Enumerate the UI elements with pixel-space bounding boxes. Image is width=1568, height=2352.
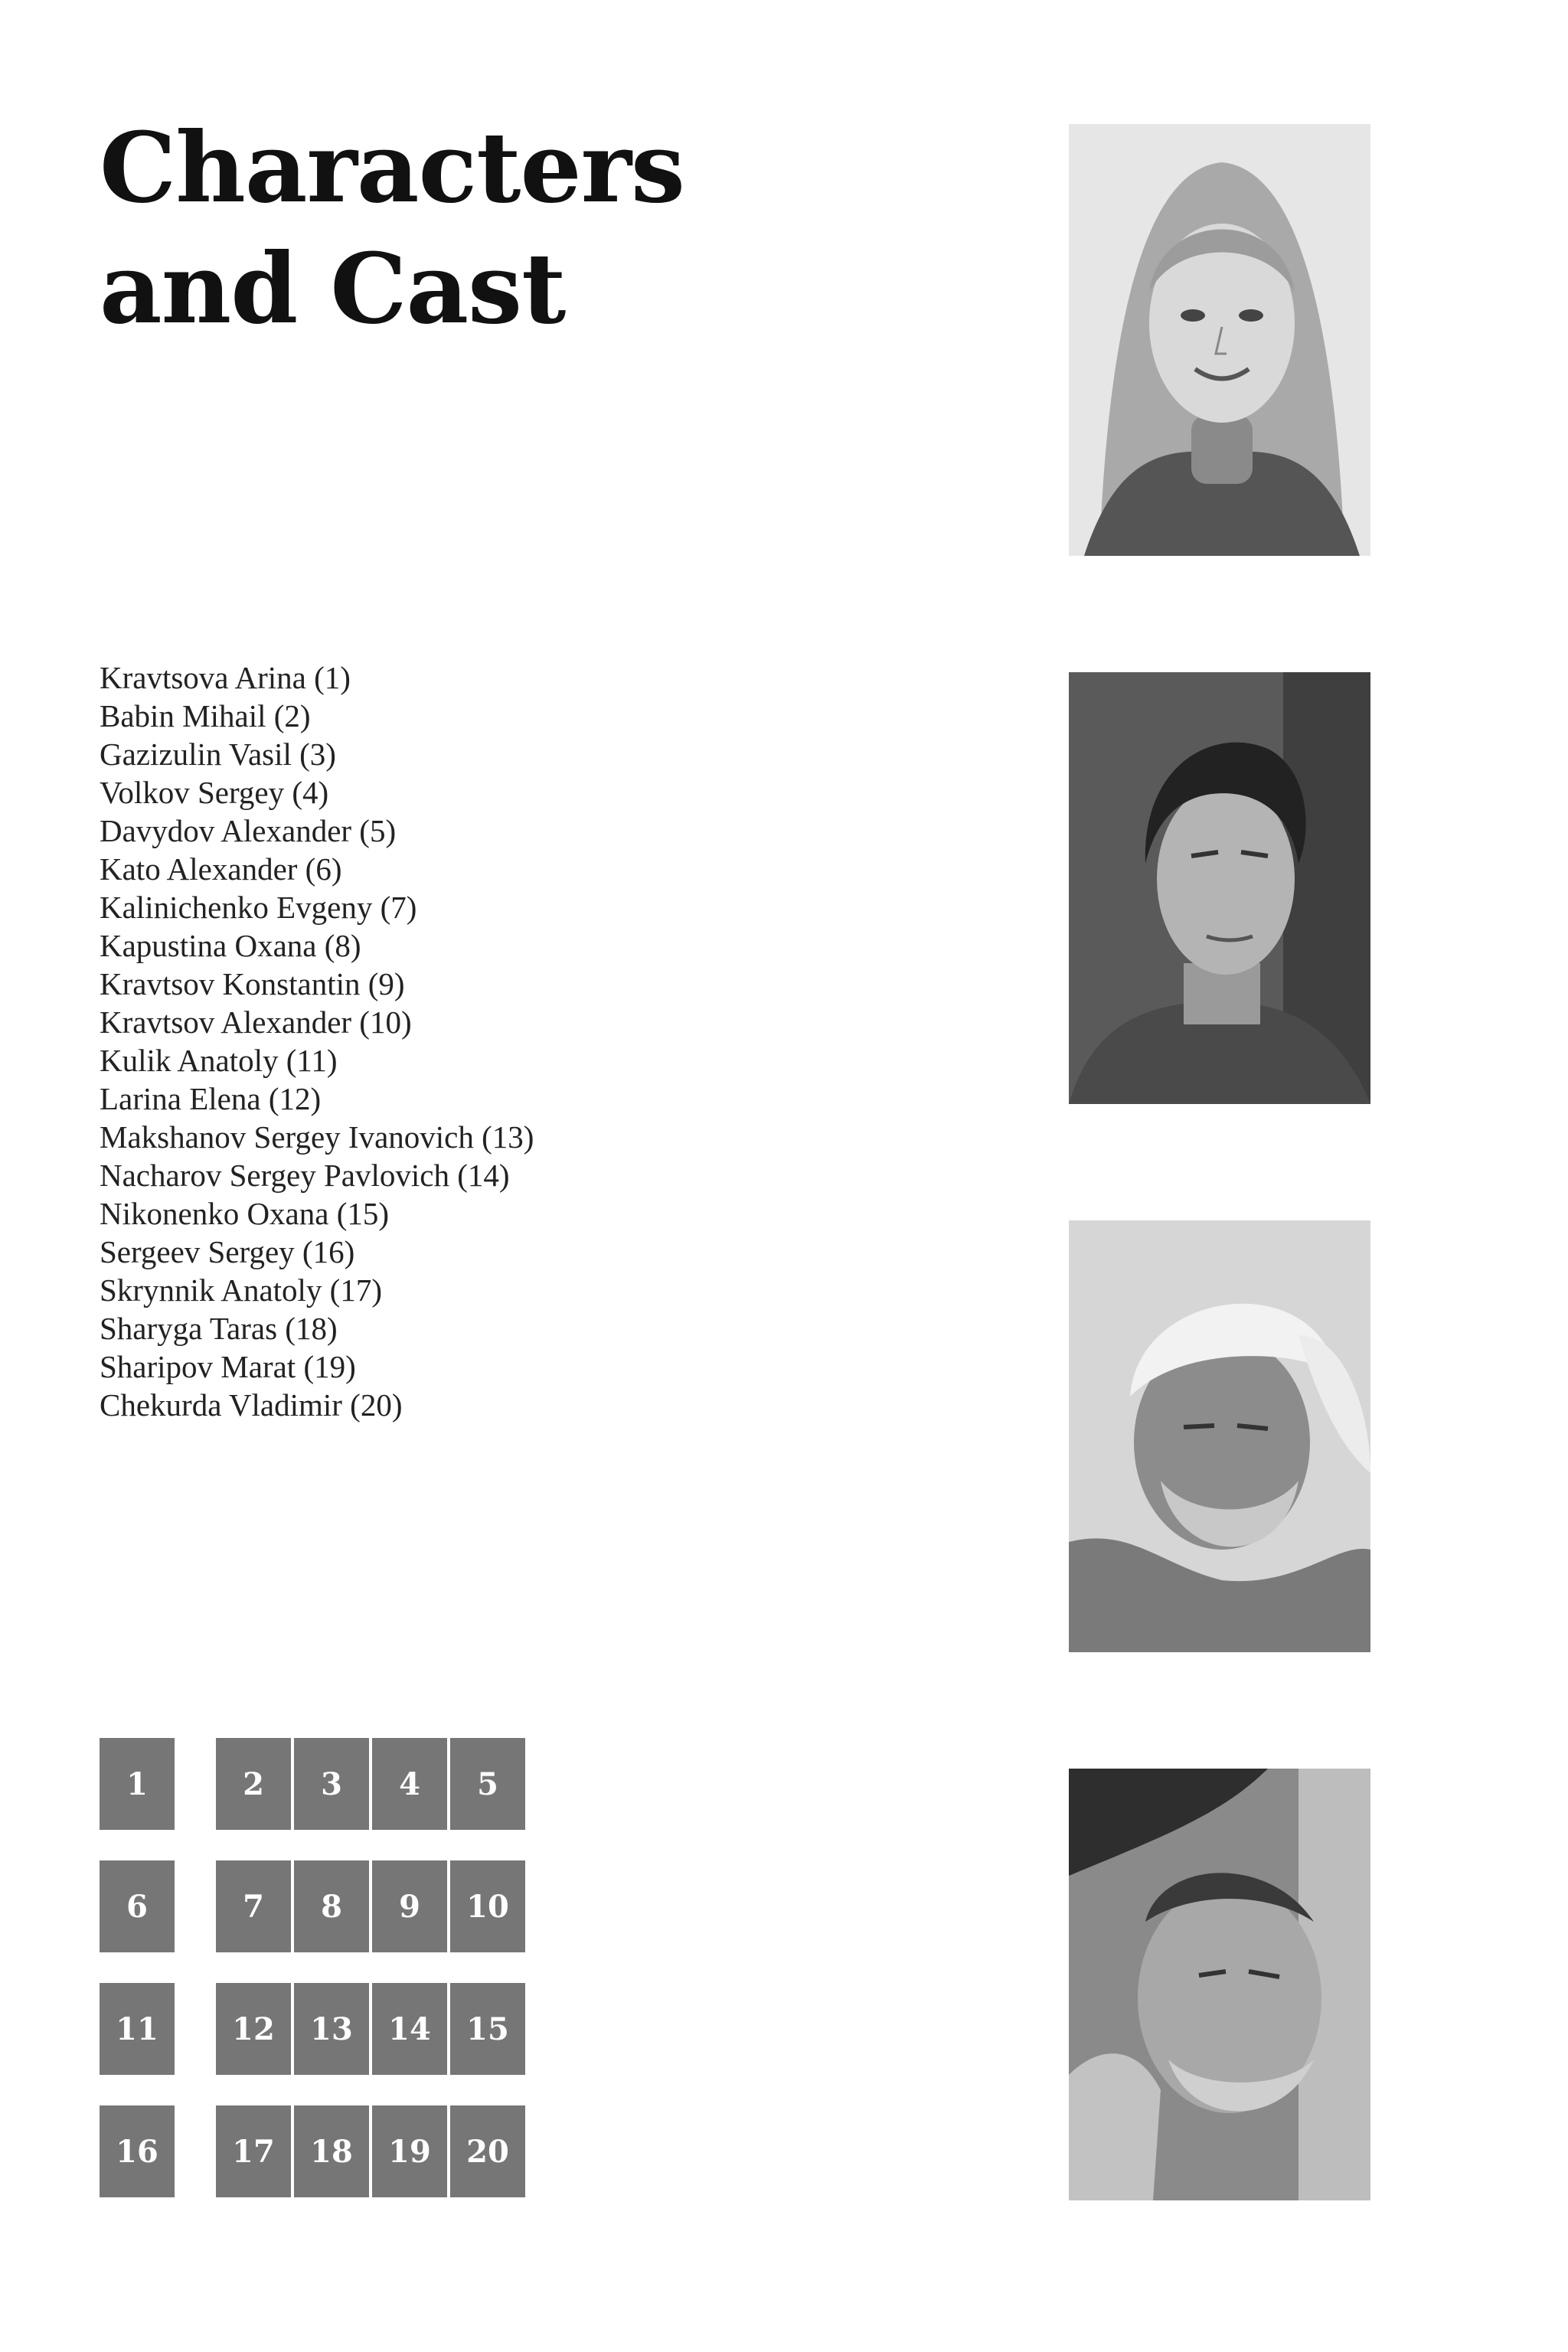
grid-tile: 9 (372, 1860, 447, 1952)
grid-tile: 13 (294, 1983, 369, 2075)
cast-item: Kato Alexander (6) (100, 851, 342, 887)
cast-item: Sharyga Taras (18) (100, 1311, 338, 1346)
grid-tile: 10 (450, 1860, 525, 1952)
grid-tile: 2 (216, 1738, 291, 1830)
grid-row (100, 1983, 528, 2075)
grid-tile: 16 (100, 2105, 175, 2197)
portrait-woman-blonde-icon (1069, 124, 1370, 556)
cast-item: Kalinichenko Evgeny (7) (100, 890, 417, 925)
cast-item: Skrynnik Anatoly (17) (100, 1272, 382, 1308)
portrait-man-hand-on-cheek-icon (1069, 1769, 1370, 2200)
grid-tile: 8 (294, 1860, 369, 1952)
cast-item: Nikonenko Oxana (15) (100, 1196, 390, 1231)
cast-item: Babin Mihail (2) (100, 698, 311, 733)
grid-tile: 1 (100, 1738, 175, 1830)
grid-tile: 19 (372, 2105, 447, 2197)
portrait-man-hand-on-cheek-photo (1069, 1769, 1370, 2200)
grid-tile: 7 (216, 1860, 291, 1952)
grid-tile: 18 (294, 2105, 369, 2197)
title-line-2: and Cast (100, 232, 566, 345)
cast-item: Sharipov Marat (19) (100, 1349, 356, 1384)
grid-tile: 3 (294, 1738, 369, 1830)
portrait-woman-blonde-photo (1069, 124, 1370, 556)
grid-row (100, 1860, 528, 1952)
grid-tile: 4 (372, 1738, 447, 1830)
grid-tile: 11 (100, 1983, 175, 2075)
cast-item: Kravtsova Arina (1) (100, 660, 351, 695)
portrait-man-headscarf-icon (1069, 1220, 1370, 1652)
grid-tile: 6 (100, 1860, 175, 1952)
grid-tile: 15 (450, 1983, 525, 2075)
cast-item: Davydov Alexander (5) (100, 813, 397, 848)
portrait-man-long-hair-photo (1069, 672, 1370, 1104)
cast-item: Chekurda Vladimir (20) (100, 1387, 403, 1423)
cast-item: Volkov Sergey (4) (100, 775, 329, 810)
grid-tile: 14 (372, 1983, 447, 2075)
cast-item: Kulik Anatoly (11) (100, 1043, 338, 1078)
grid-row (100, 1738, 528, 1830)
cast-item: Sergeev Sergey (16) (100, 1234, 355, 1269)
page-title (100, 107, 684, 349)
portrait-man-headscarf-photo (1069, 1220, 1370, 1652)
cast-item: Kapustina Oxana (8) (100, 928, 361, 963)
grid-tile: 20 (450, 2105, 525, 2197)
portrait-man-long-hair-icon (1069, 672, 1370, 1104)
grid-tile: 12 (216, 1983, 291, 2075)
cast-item: Kravtsov Konstantin (9) (100, 966, 405, 1001)
title-line-1: Characters (100, 111, 684, 224)
cast-item: Gazizulin Vasil (3) (100, 737, 336, 772)
grid-tile: 5 (450, 1738, 525, 1830)
cast-item: Kravtsov Alexander (10) (100, 1004, 412, 1040)
cast-item: Nacharov Sergey Pavlovich (14) (100, 1158, 510, 1193)
grid-tile: 17 (216, 2105, 291, 2197)
cast-list (100, 658, 534, 1424)
cast-item: Larina Elena (12) (100, 1081, 322, 1116)
grid-row (100, 2105, 528, 2197)
cast-item: Makshanov Sergey Ivanovich (13) (100, 1119, 534, 1155)
